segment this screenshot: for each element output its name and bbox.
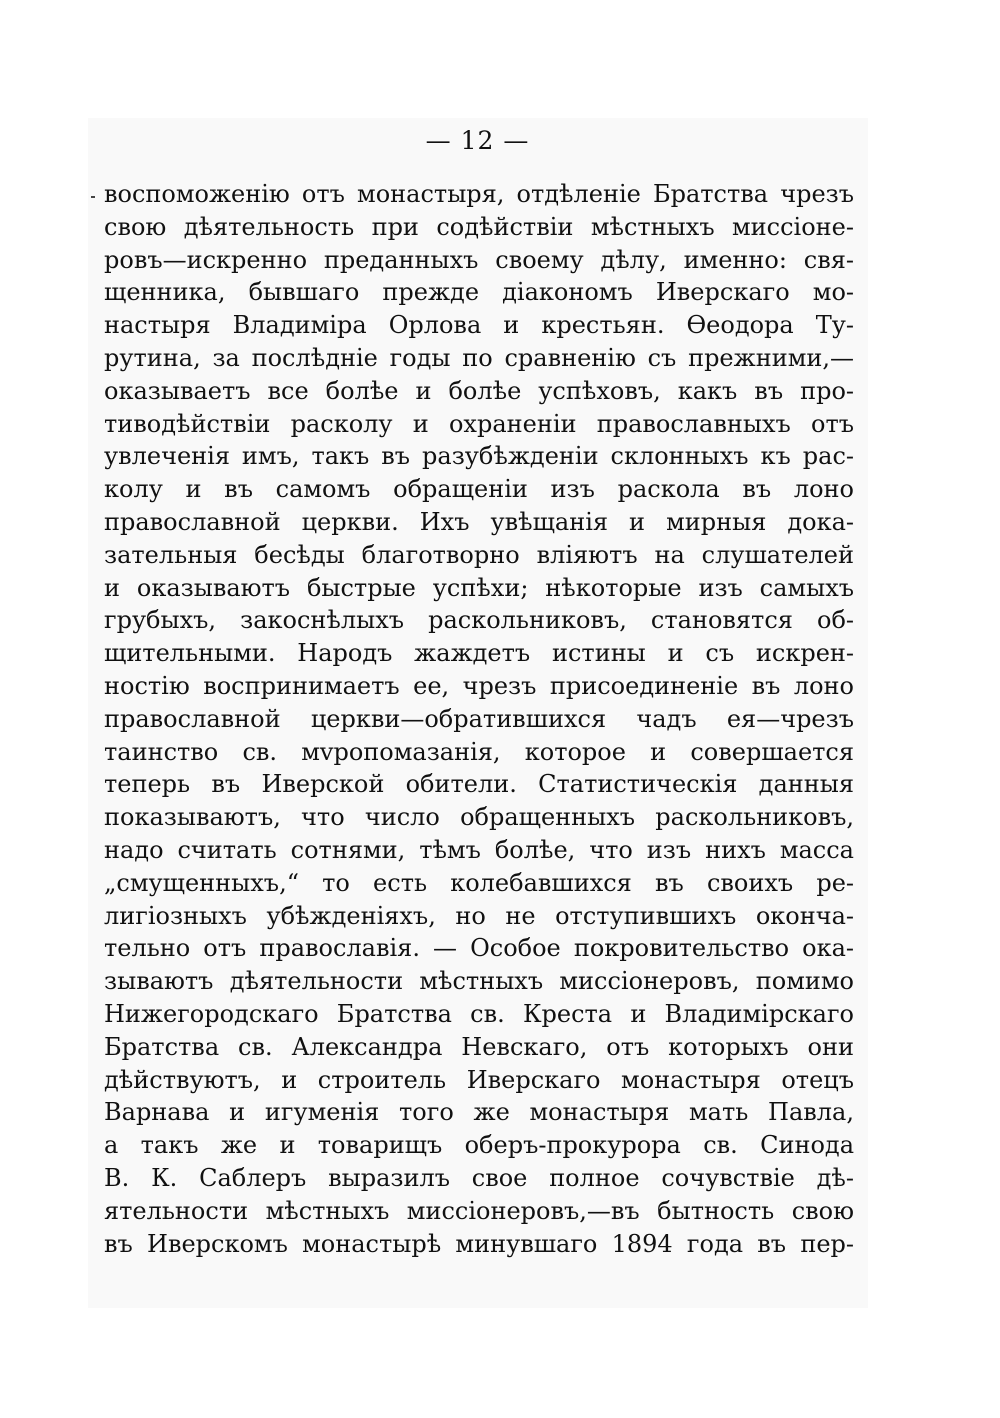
text-line: зательныя бесѣды благотворно вліяютъ на слушателей: [104, 540, 854, 569]
text-line: Нижегородскаго Братства св. Креста и Владимірскаго: [104, 999, 854, 1028]
text-line: лигіозныхъ убѣжденіяхъ, но не отступившихъ оконча-: [104, 901, 854, 930]
text-line: щительными. Народъ жаждетъ истины и съ искрен-: [104, 639, 854, 668]
text-line: свою дѣятельность при содѣйствіи мѣстныхъ миссіоне-: [104, 212, 854, 241]
text-line: рутина, за послѣдніе годы по сравненію съ прежними,—: [104, 343, 854, 372]
scan-artifact-mark: [91, 196, 95, 198]
text-line: въ Иверскомъ монастырѣ минувшаго 1894 года въ пер-: [104, 1229, 854, 1258]
text-line: увлеченія имъ, такъ въ разубѣжденіи склонныхъ къ рас-: [104, 442, 854, 471]
text-line: оказываетъ все болѣе и болѣе успѣховъ, какъ въ про-: [104, 376, 854, 405]
text-line: колу и въ самомъ обращеніи изъ раскола въ лоно: [104, 475, 854, 504]
text-line: грубыхъ, закоснѣлыхъ раскольниковъ, становятся об-: [104, 606, 854, 635]
text-line: тиводѣйствіи расколу и охраненіи православныхъ отъ: [104, 409, 854, 438]
text-line: В. К. Саблеръ выразилъ свое полное сочувствіе дѣ-: [104, 1163, 854, 1192]
text-line: Варнава и игуменія того же монастыря мать Павла,: [104, 1098, 854, 1127]
text-line: и оказываютъ быстрые успѣхи; нѣкоторые изъ самыхъ: [104, 573, 854, 602]
text-line: православной церкви. Ихъ увѣщанія и мирныя дока-: [104, 507, 854, 536]
page-number: — 12 —: [425, 126, 530, 155]
text-line: таинство св. мvропомазанія, которое и совершается: [104, 737, 854, 766]
text-line: ностію воспринимаетъ ее, чрезъ присоединеніе въ лоно: [104, 671, 854, 700]
text-line: ровъ—искренно преданныхъ своему дѣлу, именно: свя-: [104, 245, 854, 274]
text-line: теперь въ Иверской обители. Статистическія данныя: [104, 770, 854, 799]
text-line: показываютъ, что число обращенныхъ раскольниковъ,: [104, 803, 854, 832]
text-line: православной церкви—обратившихся чадъ ея—чрезъ: [104, 704, 854, 733]
text-line: тельно отъ православія. — Особое покровительство ока-: [104, 934, 854, 963]
text-line: ятельности мѣстныхъ миссіонеровъ,—въ бытность свою: [104, 1196, 854, 1225]
text-line: а такъ же и товарищъ оберъ-прокурора св. Синода: [104, 1131, 854, 1160]
text-line: щенника, бывшаго прежде діакономъ Иверскаго мо-: [104, 278, 854, 307]
body-paragraph: [104, 178, 854, 1260]
text-line: надо считать сотнями, тѣмъ болѣе, что изъ нихъ масса: [104, 835, 854, 864]
text-line: „смущенныхъ,“ то есть колебавшихся въ своихъ ре-: [104, 868, 854, 897]
text-line: зываютъ дѣятельности мѣстныхъ миссіонеровъ, помимо: [104, 967, 854, 996]
text-line: Братства св. Александра Невскаго, отъ которыхъ они: [104, 1032, 854, 1061]
text-line: настыря Владиміра Орлова и крестьян. Ѳеодора Ту-: [104, 311, 854, 340]
text-line: воспоможенію отъ монастыря, отдѣленіе Братства чрезъ: [104, 180, 854, 208]
text-line: дѣйствуютъ, и строитель Иверскаго монастыря отецъ: [104, 1065, 854, 1094]
